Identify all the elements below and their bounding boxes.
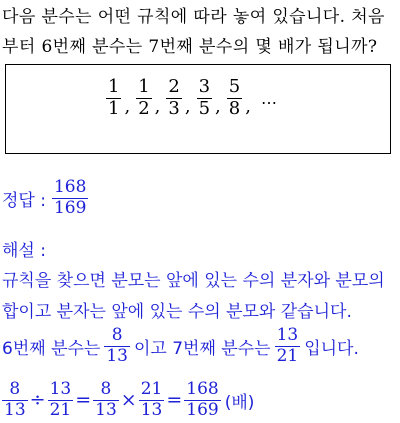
- denominator: 13: [140, 399, 163, 420]
- text-segment: 6번째 분수는: [2, 338, 101, 359]
- numerator: 1: [138, 76, 150, 97]
- denominator: 1: [108, 97, 120, 119]
- denominator: 8: [228, 97, 241, 119]
- answer-label: 정답 :: [2, 190, 46, 211]
- text-segment: 입니다.: [304, 338, 359, 359]
- answer-row: [2, 178, 88, 218]
- denominator: 13: [95, 399, 117, 420]
- multiply-sign: ×: [120, 389, 137, 412]
- numerator: 8: [9, 379, 21, 399]
- separator: ,: [245, 95, 251, 117]
- sequence-fraction: [136, 77, 151, 119]
- sequence-fraction: [197, 77, 212, 119]
- numerator: 168: [53, 177, 87, 197]
- numerator: 5: [228, 76, 241, 97]
- numerator: 21: [140, 379, 163, 399]
- calc-fraction: [2, 380, 28, 420]
- calc-fraction: [48, 380, 74, 420]
- denominator: 169: [186, 399, 219, 420]
- ellipsis: ⋯: [260, 92, 277, 112]
- result-fraction: [184, 380, 220, 420]
- question-line-1: 다음 분수는 어떤 규칙에 따라 놓여 있습니다. 처음: [2, 7, 385, 27]
- fraction-sequence: [106, 77, 277, 119]
- denominator: 13: [106, 345, 128, 366]
- separator: ,: [215, 95, 221, 117]
- explanation-heading: 해설 :: [2, 241, 46, 261]
- sequence-box: [5, 64, 391, 154]
- denominator: 2: [138, 97, 150, 119]
- numerator: 2: [168, 76, 180, 97]
- numerator: 13: [276, 325, 299, 345]
- question-line-2: 부터 6번째 분수는 7번째 분수의 몇 배가 됩니까?: [2, 37, 378, 57]
- explanation-line-2: 합이고 분자는 앞에 있는 수의 분모와 같습니다.: [2, 302, 352, 322]
- denominator: 13: [4, 399, 26, 420]
- numerator: 168: [186, 379, 219, 399]
- answer-fraction: [52, 178, 88, 218]
- denominator: 169: [53, 197, 87, 218]
- sequence-fraction: [227, 77, 242, 119]
- denominator: 21: [276, 345, 299, 366]
- explanation-line-3: [2, 326, 359, 366]
- equals-sign: =: [75, 389, 92, 412]
- separator: ,: [184, 95, 191, 117]
- calc-fraction: [93, 380, 119, 420]
- numerator: 8: [111, 325, 123, 345]
- separator: ,: [124, 95, 131, 117]
- calculation-line: [2, 380, 254, 420]
- sequence-fraction: [106, 77, 121, 119]
- denominator: 5: [198, 97, 211, 119]
- equals-sign: =: [166, 389, 183, 412]
- divide-sign: ÷: [29, 389, 46, 412]
- explanation-line-1: 규칙을 찾으면 분모는 앞에 있는 수의 분자와 분모의: [2, 271, 385, 291]
- denominator: 21: [49, 399, 72, 420]
- numerator: 13: [49, 379, 72, 399]
- text-segment: 이고 7번째 분수는: [133, 338, 271, 359]
- numerator: 8: [100, 379, 112, 399]
- numerator: 1: [108, 76, 120, 97]
- denominator: 3: [168, 97, 180, 119]
- separator: ,: [154, 95, 161, 117]
- seventh-fraction: [275, 326, 301, 366]
- sequence-fraction: [166, 77, 181, 119]
- sixth-fraction: [104, 326, 130, 366]
- calc-fraction: [139, 380, 165, 420]
- numerator: 3: [198, 76, 211, 97]
- unit-label: (배): [224, 392, 255, 413]
